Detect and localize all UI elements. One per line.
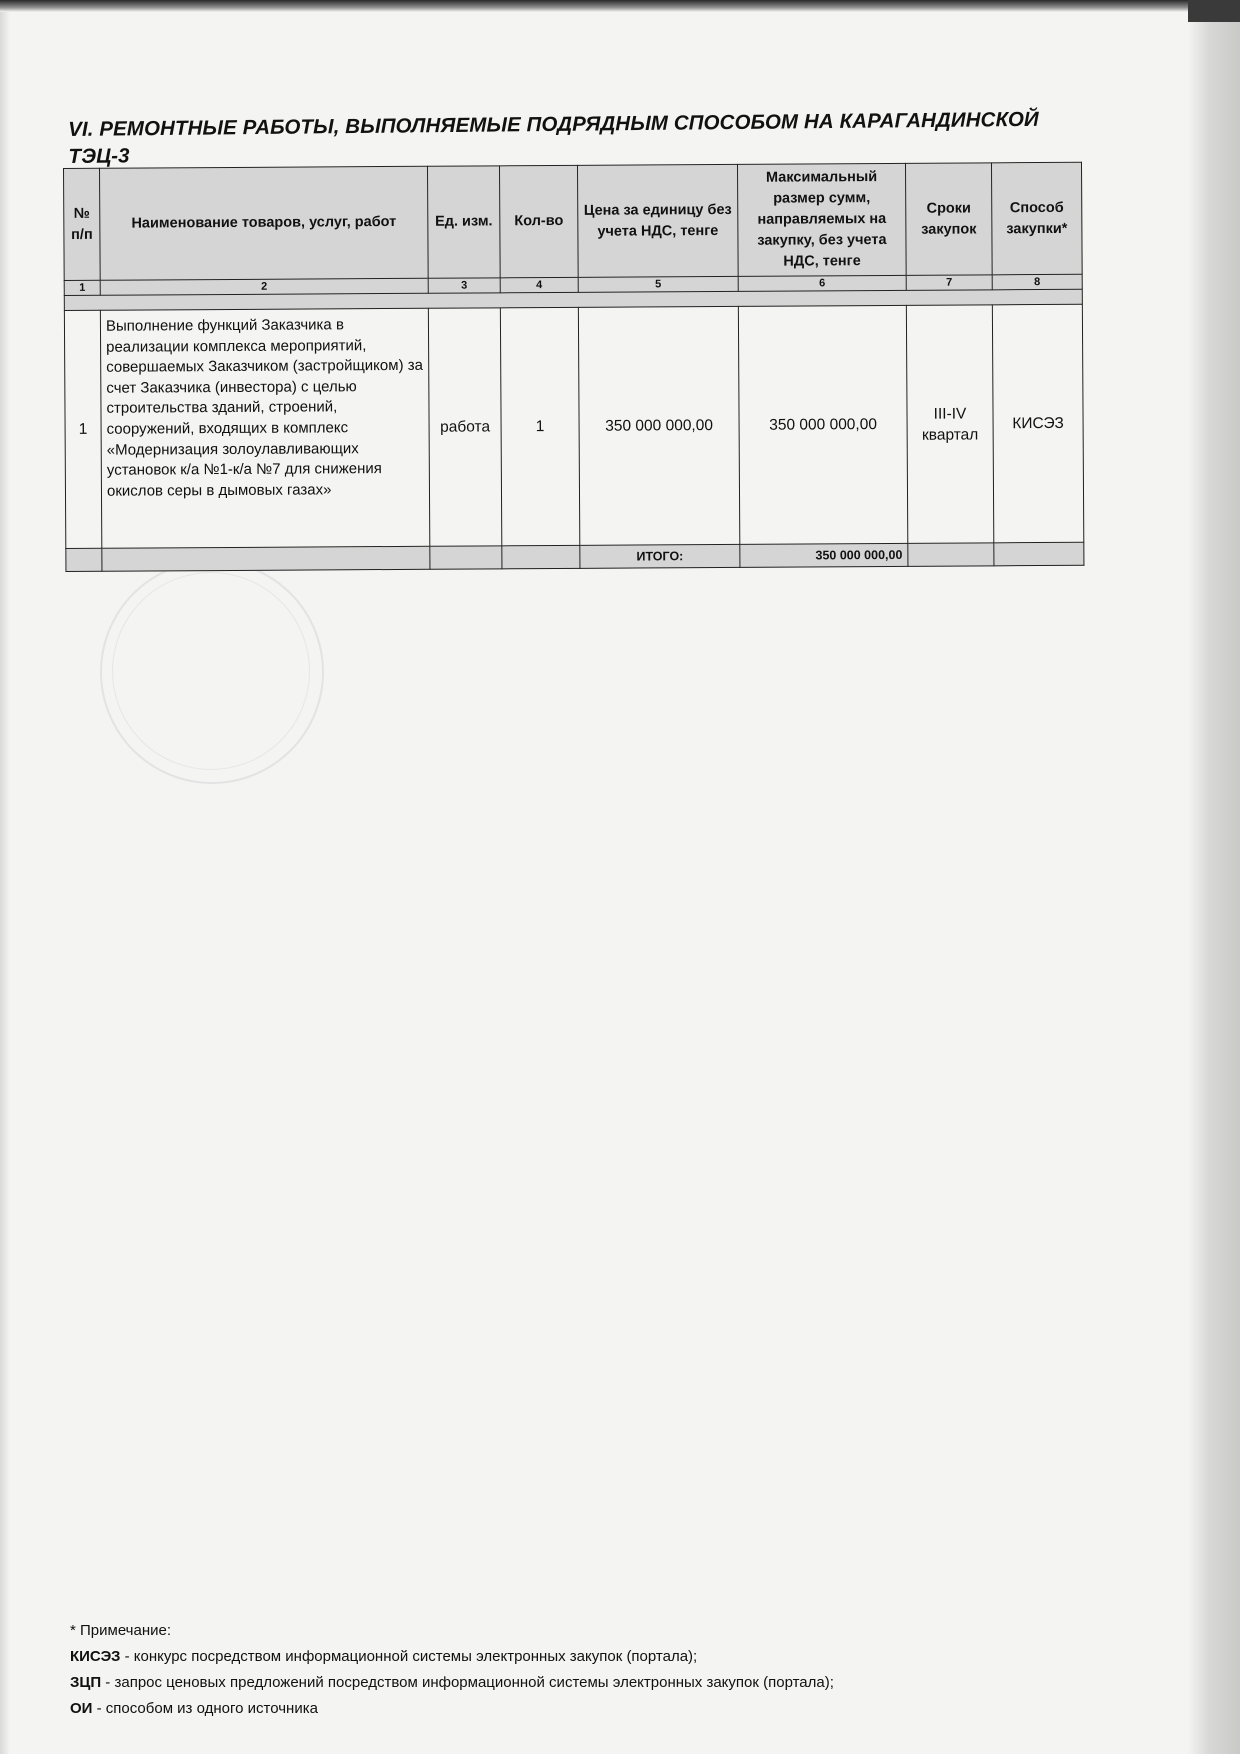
faint-stamp-inner <box>112 572 310 770</box>
footnote-item <box>70 1644 1120 1670</box>
item-unit-price: 350 000 000,00 <box>578 306 739 545</box>
total-empty-cell <box>102 546 430 571</box>
item-period: III-IV квартал <box>906 305 993 544</box>
row-number: 1 <box>64 310 101 548</box>
scan-right-edge <box>1188 0 1240 1754</box>
footnote-header: * Примечание: <box>70 1622 171 1639</box>
item-method: КИСЭЗ <box>992 304 1083 543</box>
table-header-row <box>64 162 1083 280</box>
total-value: 350 000 000,00 <box>740 543 908 567</box>
item-description: Выполнение функций Заказчика в реализации комплекса мероприятий, совершаемых Заказчиком (застройщиком) за счет Заказчика (инвестора) с целью строительства зданий, строений, сооружений, входящих в комплекс «Модернизация золоулавливающих установок к/а №1-к/а №7 для снижения окислов серы в дымовых газах» <box>100 308 429 548</box>
header-cell: Наименование товаров, услуг, работ <box>100 166 429 280</box>
footnote <box>70 1618 1120 1722</box>
column-number: 3 <box>428 278 500 293</box>
scan-right-corner <box>1188 0 1240 22</box>
table-row <box>64 304 1083 548</box>
item-max-amount: 350 000 000,00 <box>738 305 907 544</box>
scan-top-edge <box>0 0 1240 12</box>
header-cell: № п/п <box>64 168 101 280</box>
total-empty-cell <box>66 548 102 571</box>
footnote-abbr: КИСЭЗ <box>70 1648 121 1665</box>
scan-left-edge <box>0 0 10 1754</box>
column-number: 1 <box>64 280 100 295</box>
total-empty-cell <box>430 546 502 569</box>
total-empty-cell <box>908 543 994 567</box>
total-row <box>66 542 1084 571</box>
header-cell: Цена за единицу без учета НДС, тенге <box>577 164 738 277</box>
footnote-item <box>70 1670 1120 1696</box>
column-number: 8 <box>992 274 1082 290</box>
header-cell: Максимальный размер сумм, направляемых на закупку, без учета НДС, тенге <box>737 163 906 276</box>
column-number: 4 <box>500 277 578 292</box>
header-cell: Способ закупки* <box>991 162 1082 275</box>
footnote-abbr: ОИ <box>70 1700 93 1717</box>
column-number: 6 <box>738 275 906 291</box>
footnote-item <box>70 1696 1120 1722</box>
total-empty-cell <box>994 542 1084 566</box>
section-title: VI. РЕМОНТНЫЕ РАБОТЫ, ВЫПОЛНЯЕМЫЕ ПОДРЯДНЫМ СПОСОБОМ НА КАРАГАНДИНСКОЙ ТЭЦ-3 <box>68 107 1039 168</box>
purchase-table <box>63 162 1084 572</box>
footnote-text: - запрос ценовых предложений посредством информационной системы электронных закупок (портала); <box>101 1674 834 1691</box>
item-quantity: 1 <box>500 307 579 545</box>
column-number: 5 <box>578 276 738 292</box>
header-cell: Кол-во <box>499 165 578 277</box>
footnote-abbr: ЗЦП <box>70 1674 102 1691</box>
total-empty-cell <box>502 545 580 568</box>
total-label: ИТОГО: <box>580 544 740 568</box>
header-cell: Ед. изм. <box>427 166 500 278</box>
item-unit: работа <box>428 308 501 546</box>
header-cell: Сроки закупок <box>905 163 992 276</box>
footnote-text: - способом из одного источника <box>92 1700 318 1717</box>
footnote-text: - конкурс посредством информационной системы электронных закупок (портала); <box>120 1648 698 1665</box>
column-number: 2 <box>100 278 428 295</box>
column-number: 7 <box>906 275 992 291</box>
